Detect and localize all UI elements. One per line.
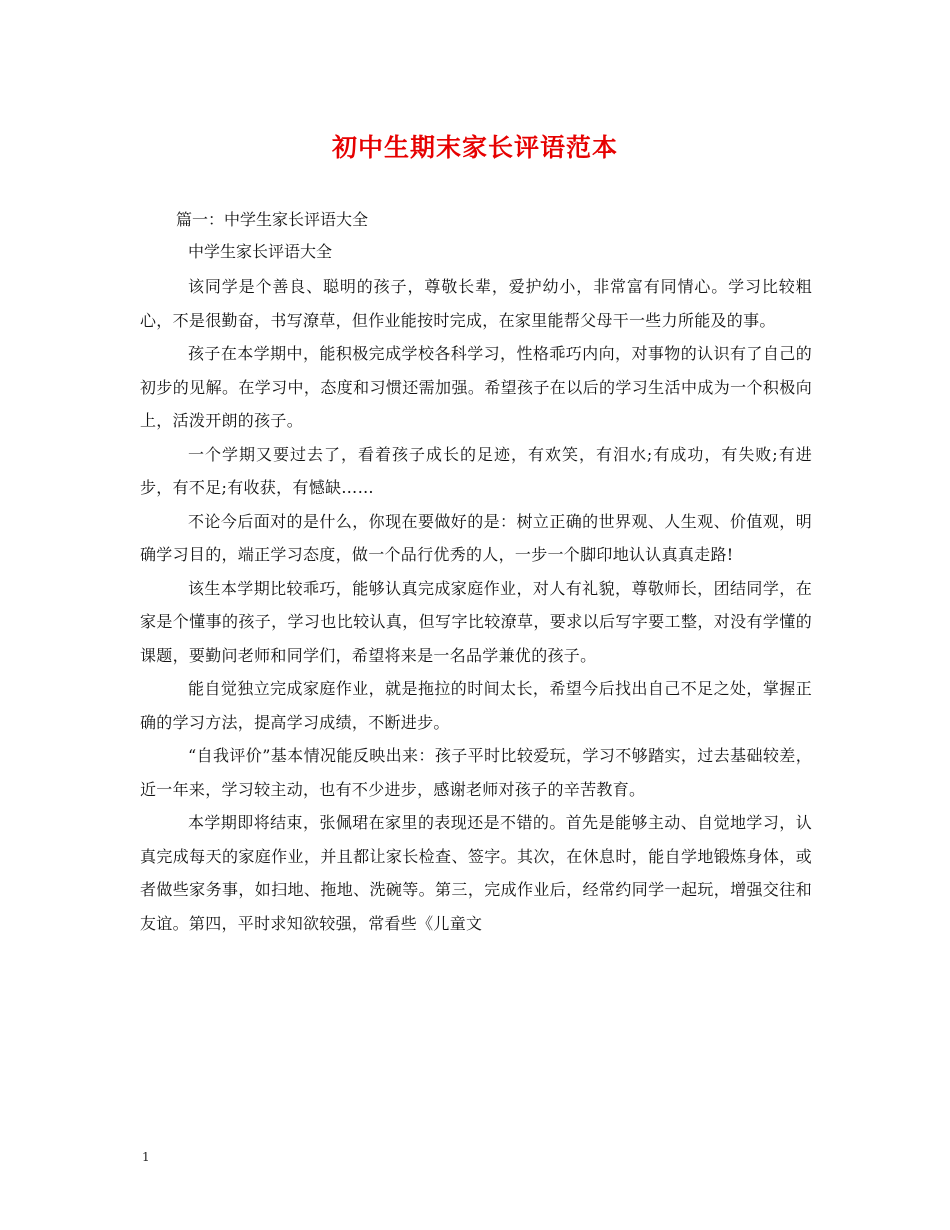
paragraph-7: “自我评价”基本情况能反映出来：孩子平时比较爱玩，学习不够踏实，过去基础较差，近一年来，学习较主动，也有不少进步，感谢老师对孩子的辛苦教育。 bbox=[140, 746, 812, 799]
paragraph-8: 本学期即将结束，张佩珺在家里的表现还是不错的。首先是能够主动、自觉地学习，认真完成每天的家庭作业，并且都让家长检查、签字。其次，在休息时，能自学地锻炼身体，或者做些家务事，如扫地、拖地、洗碗等。第三，完成作业后，经常约同学一起玩，增强交往和友谊。第四，平时求知欲较强，常看些《儿童文 bbox=[140, 813, 812, 933]
paragraph-1: 该同学是个善良、聪明的孩子，尊敬长辈，爱护幼小，非常富有同情心。学习比较粗心，不是很勤奋，书写潦草，但作业能按时完成，在家里能帮父母干一些力所能及的事。 bbox=[140, 277, 812, 330]
paragraph-5: 该生本学期比较乖巧，能够认真完成家庭作业，对人有礼貌，尊敬师长，团结同学，在家是个懂事的孩子，学习也比较认真，但写字比较潦草，要求以后写字要工整，对没有学懂的课题，要勤问老师和同学们，希望将来是一名品学兼优的孩子。 bbox=[140, 578, 812, 665]
document-body bbox=[140, 270, 812, 940]
section-heading: 篇一：中学生家长评语大全 bbox=[176, 210, 369, 229]
paragraph-3: 一个学期又要过去了，看着孩子成长的足迹，有欢笑，有泪水;有成功，有失败;有进步，有不足;有收获，有憾缺…… bbox=[140, 444, 812, 497]
paragraph-4: 不论今后面对的是什么，你现在要做好的是：树立正确的世界观、人生观、价值观，明确学习目的，端正学习态度，做一个品行优秀的人，一步一个脚印地认认真真走路! bbox=[140, 511, 812, 564]
paragraph-6: 能自觉独立完成家庭作业，就是拖拉的时间太长，希望今后找出自己不足之处，掌握正确的学习方法，提高学习成绩，不断进步。 bbox=[140, 679, 812, 732]
paragraph-2: 孩子在本学期中，能积极完成学校各科学习，性格乖巧内向，对事物的认识有了自己的初步的见解。在学习中，态度和习惯还需加强。希望孩子在以后的学习生活中成为一个积极向上，活泼开朗的孩子。 bbox=[140, 344, 812, 430]
page-number: 1 bbox=[142, 1150, 150, 1164]
document-title: 初中生期末家长评语范本 bbox=[331, 133, 618, 162]
subsection-heading: 中学生家长评语大全 bbox=[188, 242, 333, 261]
